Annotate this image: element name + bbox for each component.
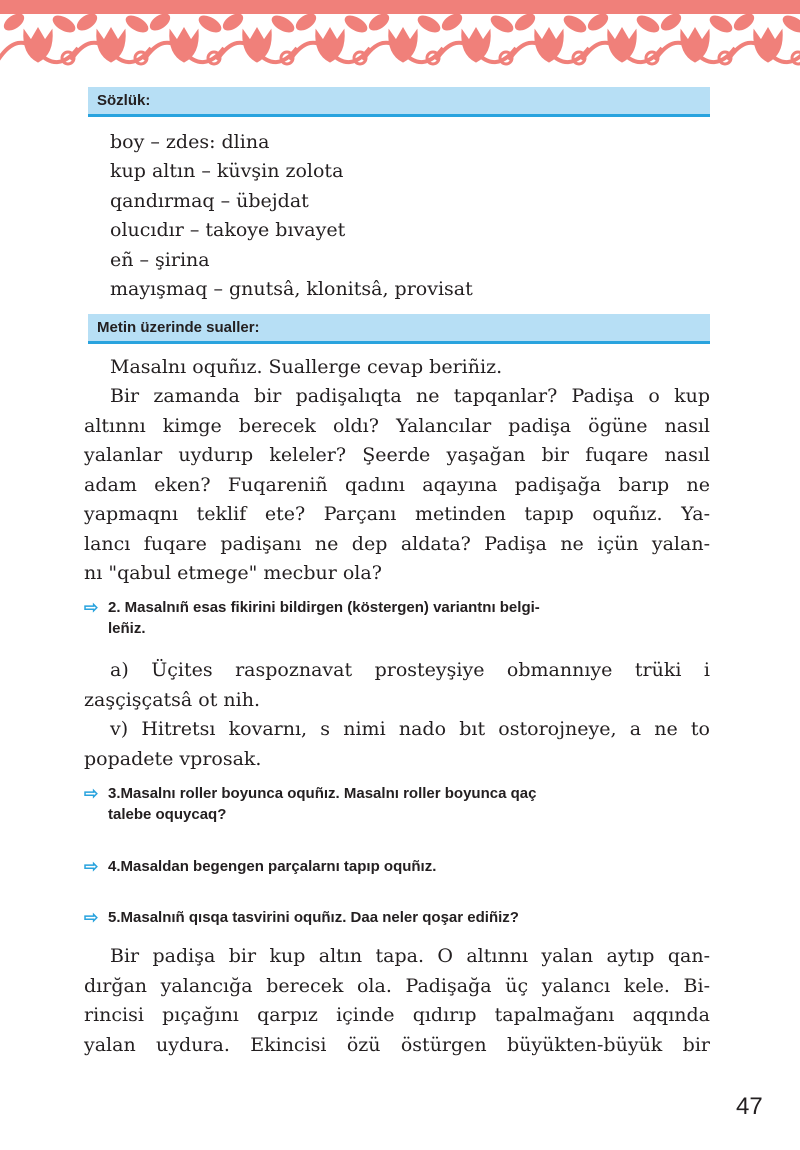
vocabulary-item: kup altın – küvşin zolota [110,160,344,183]
summary-paragraph [84,942,710,1060]
paragraph-line: yapmaqnı teklif ete? Parçanı metinden tapıp oquñız. Ya- [84,503,710,525]
option-text: a) Üçites raspoznavat prosteyşiye obmannıye trüki i [110,659,710,681]
task-4 [84,856,714,877]
page-number: 47 [736,1093,763,1120]
questions-header: Metin üzerinde sualler: [88,314,710,344]
paragraph-line: Bir padişa bir kup altın tapa. O altınnı yalan aytıp qan- [110,945,710,967]
arrow-right-icon: ⇨ [84,784,99,803]
task-text: 2. Masalnıñ esas fikirini bildirgen (köstergen) variantnı belgi- [108,599,540,616]
vocabulary-item: eñ – şirina [110,248,210,271]
vocabulary-list [110,128,473,304]
task-text: talebe oquycaq? [108,806,227,823]
option-text: zaşçişçatsâ ot nih. [84,688,260,711]
task-2 [84,597,714,639]
floral-ornament-border [0,0,800,80]
task-text: leñiz. [108,620,146,637]
paragraph-line: dırğan yalancığa berecek ola. Padişağa üç yalancı kele. Bi- [84,974,710,997]
vocabulary-item: mayışmaq – gnutsâ, klonitsâ, provisat [110,278,473,301]
paragraph-line: lancı fuqare padişanı ne dep aldata? Padişa ne içün yalan- [84,532,710,555]
paragraph-line: Bir zamanda bir padişalıqta ne tapqanlar? Padişa o kup [110,385,710,407]
paragraph-line: rincisi pıçağını qarpız içinde qıdırıp tapalmağanı aqqında [84,1004,710,1026]
task-text: 3.Masalnı roller boyunca oquñız. Masalnı roller boyunca qaç [108,785,537,802]
vocabulary-item: olucıdır – takoye bıvayet [110,219,346,242]
paragraph-line: altınnı kimge berecek oldı? Yalancılar padişa ögüne nasıl [84,414,710,437]
option-text: popadete vprosak. [84,747,262,770]
task-5 [84,907,714,928]
vocabulary-item: boy – zdes: dlina [110,131,270,153]
paragraph-line: nı "qabul etmege" mecbur ola? [84,562,382,584]
vocabulary-header: Sözlük: [88,87,710,117]
option-v [84,715,710,774]
option-text: v) Hitretsı kovarnı, s nimi nado bıt ostorojneye, a ne to [110,718,710,740]
arrow-right-icon: ⇨ [84,598,99,617]
paragraph-line: yalan uydura. Ekincisi özü östürgen büyükten-büyük bir [84,1033,710,1056]
paragraph-line: adam eken? Fuqareniñ qadını aqayına padişağa barıp ne [84,473,710,496]
arrow-right-icon: ⇨ [84,908,99,927]
task-text: 4.Masaldan begengen parçalarnı tapıp oquñız. [108,858,437,875]
task-3 [84,783,714,825]
option-a [84,656,710,715]
paragraph-line: yalanlar uydurıp keleler? Şeerde yaşağan bir fuqare nasıl [84,444,710,466]
arrow-right-icon: ⇨ [84,857,99,876]
vocabulary-item: qandırmaq – übejdat [110,189,309,212]
questions-paragraph [84,382,710,589]
questions-intro: Masalnı oquñız. Suallerge cevap beriñiz. [110,356,503,378]
task-text: 5.Masalnıñ qısqa tasvirini oquñız. Daa neler qoşar ediñiz? [108,909,519,926]
